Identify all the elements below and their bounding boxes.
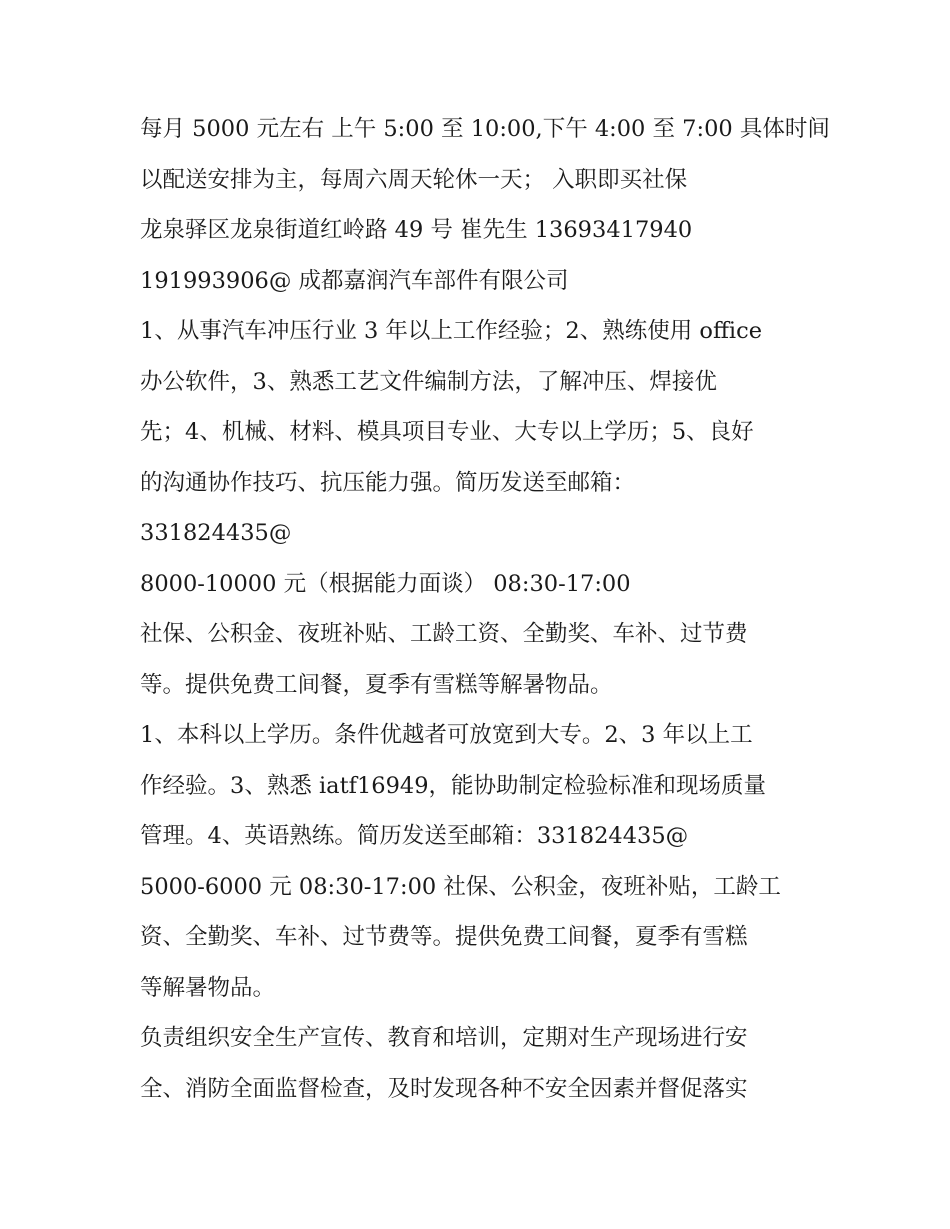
- text-line: 资、全勤奖、车补、过节费等。提供免费工间餐，夏季有雪糕: [140, 924, 748, 950]
- document-body: [140, 104, 830, 1114]
- text-line: 办公软件，3、熟悉工艺文件编制方法，了解冲压、焊接优: [140, 368, 717, 395]
- text-line: 社保、公积金、夜班补贴、工龄工资、全勤奖、车补、过节费: [140, 621, 748, 647]
- text-line: 负责组织安全生产宣传、教育和培训，定期对生产现场进行安: [140, 1025, 748, 1051]
- text-line: 等。提供免费工间餐，夏季有雪糕等解暑物品。: [140, 671, 613, 698]
- text-line: 5000-6000 元 08:30-17:00 社保、公积金，夜班补贴，工龄工: [140, 873, 781, 900]
- text-line: 8000-10000 元（根据能力面谈） 08:30-17:00: [140, 570, 631, 597]
- text-line: 191993906@ 成都嘉润汽车部件有限公司: [140, 267, 569, 294]
- text-line: 作经验。3、熟悉 iatf16949，能协助制定检验标准和现场质量: [140, 772, 767, 799]
- text-line: 每月 5000 元左右 上午 5:00 至 10:00,下午 4:00 至 7:00 具体时间: [140, 116, 830, 142]
- text-line: 全、消防全面监督检查，及时发现各种不安全因素并督促落实: [140, 1075, 748, 1102]
- text-line: 1、从事汽车冲压行业 3 年以上工作经验；2、熟练使用 office: [140, 318, 763, 344]
- text-line: 以配送安排为主，每周六周天轮休一天； 入职即买社保: [140, 166, 688, 193]
- text-line: 先；4、机械、材料、模具项目专业、大专以上学历；5、良好: [140, 419, 754, 445]
- text-line: 管理。4、英语熟练。简历发送至邮箱：331824435@: [140, 823, 689, 849]
- text-line: 等解暑物品。: [140, 974, 276, 1001]
- text-line: 龙泉驿区龙泉街道红岭路 49 号 崔先生 13693417940: [140, 217, 693, 243]
- text-line: 的沟通协作技巧、抗压能力强。简历发送至邮箱：: [140, 469, 636, 496]
- text-line: 1、本科以上学历。条件优越者可放宽到大专。2、3 年以上工: [140, 722, 753, 748]
- text-line: 331824435@: [140, 520, 292, 546]
